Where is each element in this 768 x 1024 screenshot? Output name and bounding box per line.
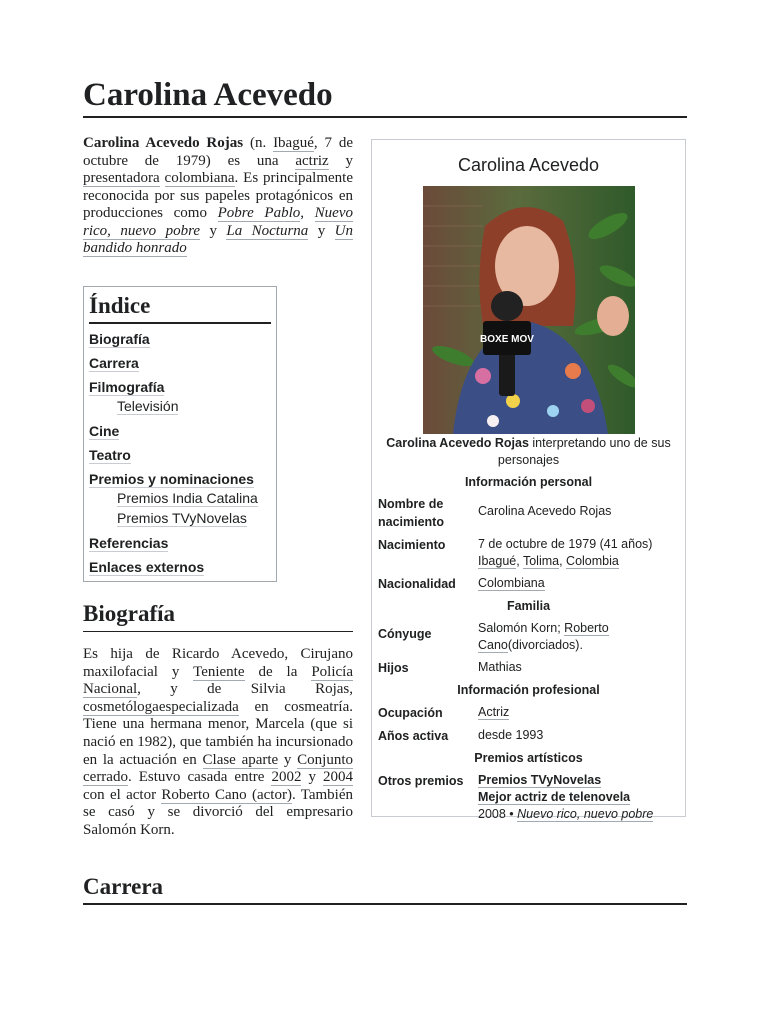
infobox-title: Carolina Acevedo xyxy=(457,155,600,175)
lead-text: . Es principalmente reconocida por sus papeles protagónicos en producciones como xyxy=(83,170,353,221)
toc-item-label[interactable]: Teatro xyxy=(89,447,131,463)
link-roberto-cano[interactable]: Roberto Cano xyxy=(478,621,609,652)
table-of-contents xyxy=(83,286,277,582)
lead-paragraph xyxy=(83,135,353,258)
infobox-row-nombre xyxy=(372,495,685,531)
link-roberto-cano[interactable]: Roberto Cano (actor) xyxy=(161,786,292,803)
bio-text: y xyxy=(278,751,298,768)
link-cosmetologa[interactable]: cosmetólogaespecializada xyxy=(83,698,239,715)
lead-text: y xyxy=(308,222,335,239)
toc-subitem-india-catalina[interactable] xyxy=(117,488,271,508)
lead-text: (n. xyxy=(243,135,274,151)
spouse-1: Salomón Korn xyxy=(478,621,558,635)
toc-item-label[interactable]: Biografía xyxy=(89,331,150,347)
toc-heading: Índice xyxy=(89,291,271,324)
award-year: 2008 • xyxy=(478,807,518,821)
link-actriz[interactable]: actriz xyxy=(295,152,329,169)
microphone-flag-text: BOXE MOV xyxy=(479,334,534,345)
infobox-row-hijos xyxy=(372,659,685,677)
lead-text: , xyxy=(300,205,315,221)
toc-item-label[interactable]: Filmografía xyxy=(89,379,165,395)
toc-sublist xyxy=(89,396,271,416)
toc-item-label[interactable]: Cine xyxy=(89,423,120,439)
toc-subitem-label[interactable]: Premios TVyNovelas xyxy=(117,510,247,526)
lead-text xyxy=(160,170,165,186)
link-premios-tvynovelas[interactable]: Premios TVyNovelas xyxy=(478,773,602,787)
separator: , xyxy=(516,554,523,568)
section-heading-carrera: Carrera xyxy=(83,873,687,905)
page-title: Carolina Acevedo xyxy=(83,74,687,118)
infobox-row-nacionalidad xyxy=(372,575,685,593)
section-heading-biografia: Biografía xyxy=(83,600,353,632)
hand xyxy=(597,296,629,336)
bio-text: . También se casó y se divorció del empresario Salomón Korn. xyxy=(83,786,353,838)
infobox-row-ocupacion xyxy=(372,704,685,722)
bio-text: . Estuvo casada entre xyxy=(127,769,272,786)
infobox-section-premios: Premios artísticos xyxy=(474,751,583,765)
toc-item-filmografia[interactable] xyxy=(89,378,271,416)
toc-subitem-tvynovelas[interactable] xyxy=(117,508,271,528)
infobox-value xyxy=(478,772,679,823)
link-nuevo-rico[interactable]: Nuevo rico, nuevo pobre xyxy=(83,205,353,239)
bio-text: con el actor xyxy=(83,786,162,803)
photo-caption xyxy=(380,435,677,469)
infobox-key: Otros premios xyxy=(378,774,464,788)
lead-text: y xyxy=(200,222,227,239)
link-actriz[interactable]: Actriz xyxy=(478,705,510,719)
link-nuevo-rico[interactable]: Nuevo rico, nuevo pobre xyxy=(517,807,654,821)
bio-text: Es hija de Ricardo Acevedo, Cirujano maxilofacial y xyxy=(83,646,353,680)
infobox-value: desde 1993 xyxy=(478,728,544,742)
toc-item-label[interactable]: Enlaces externos xyxy=(89,559,205,575)
lead-bold-name: Carolina Acevedo Rojas xyxy=(83,135,244,151)
infobox-value xyxy=(478,575,679,593)
link-colombiana[interactable]: colombiana xyxy=(164,170,235,186)
toc-sublist xyxy=(89,488,271,528)
article xyxy=(83,0,687,1024)
portrait-photo[interactable] xyxy=(423,186,635,434)
infobox-value: Mathias xyxy=(478,660,522,674)
infobox-key: Años activa xyxy=(378,729,449,743)
link-mejor-actriz[interactable]: Mejor actriz de telenovela xyxy=(478,790,631,804)
link-tolima[interactable]: Tolima xyxy=(522,554,560,568)
toc-item-biografia[interactable] xyxy=(89,330,271,348)
link-2002[interactable]: 2002 xyxy=(271,769,302,786)
link-clase-aparte[interactable]: Clase aparte xyxy=(202,751,279,768)
link-un-bandido-honrado[interactable]: Un bandido honrado xyxy=(83,222,354,256)
infobox-row-anos-activa xyxy=(372,727,685,745)
infobox-section-personal: Información personal xyxy=(464,475,593,489)
infobox-key: Nacionalidad xyxy=(378,577,456,591)
infobox-value xyxy=(478,536,679,570)
toc-item-label[interactable]: Referencias xyxy=(89,535,169,551)
link-teniente[interactable]: Teniente xyxy=(193,663,245,680)
bio-text: y xyxy=(301,769,323,786)
infobox-value xyxy=(478,620,679,654)
infobox-value: Carolina Acevedo Rojas xyxy=(478,504,612,518)
lead-text: , 7 de octubre de 1979) es una xyxy=(83,135,353,169)
link-la-nocturna[interactable]: La Nocturna xyxy=(226,222,309,239)
separator: ; xyxy=(557,621,565,635)
link-ibague[interactable]: Ibagué xyxy=(273,135,314,151)
toc-item-label[interactable]: Carrera xyxy=(89,355,139,371)
toc-item-teatro[interactable] xyxy=(89,446,271,464)
infobox-row-nacimiento xyxy=(372,536,685,570)
toc-item-carrera[interactable] xyxy=(89,354,271,372)
link-2004[interactable]: 2004 xyxy=(323,769,353,786)
toc-item-label[interactable]: Premios y nominaciones xyxy=(89,471,254,487)
toc-subitem-label[interactable]: Premios India Catalina xyxy=(117,490,258,506)
separator: , xyxy=(559,554,567,568)
toc-subitem-label[interactable]: Televisión xyxy=(117,398,179,414)
toc-item-premios[interactable] xyxy=(89,470,271,528)
toc-item-enlaces[interactable] xyxy=(89,558,271,576)
biografia-paragraph xyxy=(83,646,353,840)
link-colombia[interactable]: Colombia xyxy=(566,554,619,568)
infobox-key: Hijos xyxy=(378,661,409,675)
infobox-row-otros-premios xyxy=(372,772,685,823)
bio-text: de la xyxy=(244,663,312,680)
infobox-key: Ocupación xyxy=(378,706,443,720)
infobox-row-conyuge xyxy=(372,620,685,654)
infobox-section-familia: Familia xyxy=(506,599,551,613)
spouse-note: (divorciados). xyxy=(507,638,583,652)
caption-bold: Carolina Acevedo Rojas xyxy=(386,436,529,450)
toc-item-referencias[interactable] xyxy=(89,534,271,552)
infobox-key: Nacimiento xyxy=(378,538,446,552)
toc-list xyxy=(89,330,271,576)
microphone-head xyxy=(491,291,523,321)
bio-text: , y de Silvia Rojas, xyxy=(137,681,353,698)
birth-date: 7 de octubre de 1979 (41 años) xyxy=(478,537,653,551)
link-ibague[interactable]: Ibagué xyxy=(478,554,517,568)
infobox-key: Cónyuge xyxy=(378,627,432,641)
toc-subitem-television[interactable] xyxy=(117,396,271,416)
toc-item-cine[interactable] xyxy=(89,422,271,440)
bio-text: en cosmeatría. Tiene una hermana menor, Marcela (que si nació en 1982), que también ha incursionado en la actuación en xyxy=(83,698,353,768)
link-conjunto-cerrado[interactable]: Conjunto cerrado xyxy=(83,751,353,786)
infobox-key: Nombre de nacimiento xyxy=(378,497,444,529)
link-pobre-pablo[interactable]: Pobre Pablo xyxy=(217,205,301,221)
link-policia-nacional[interactable]: Policía Nacional xyxy=(83,663,353,698)
caption-text: interpretando uno de sus personajes xyxy=(497,436,671,467)
link-colombiana[interactable]: Colombiana xyxy=(478,576,545,590)
lead-text: y xyxy=(328,152,353,169)
infobox-section-profesional: Información profesional xyxy=(457,683,600,697)
infobox xyxy=(371,139,686,821)
link-presentadora[interactable]: presentadora xyxy=(83,170,160,186)
infobox-value xyxy=(478,704,679,722)
